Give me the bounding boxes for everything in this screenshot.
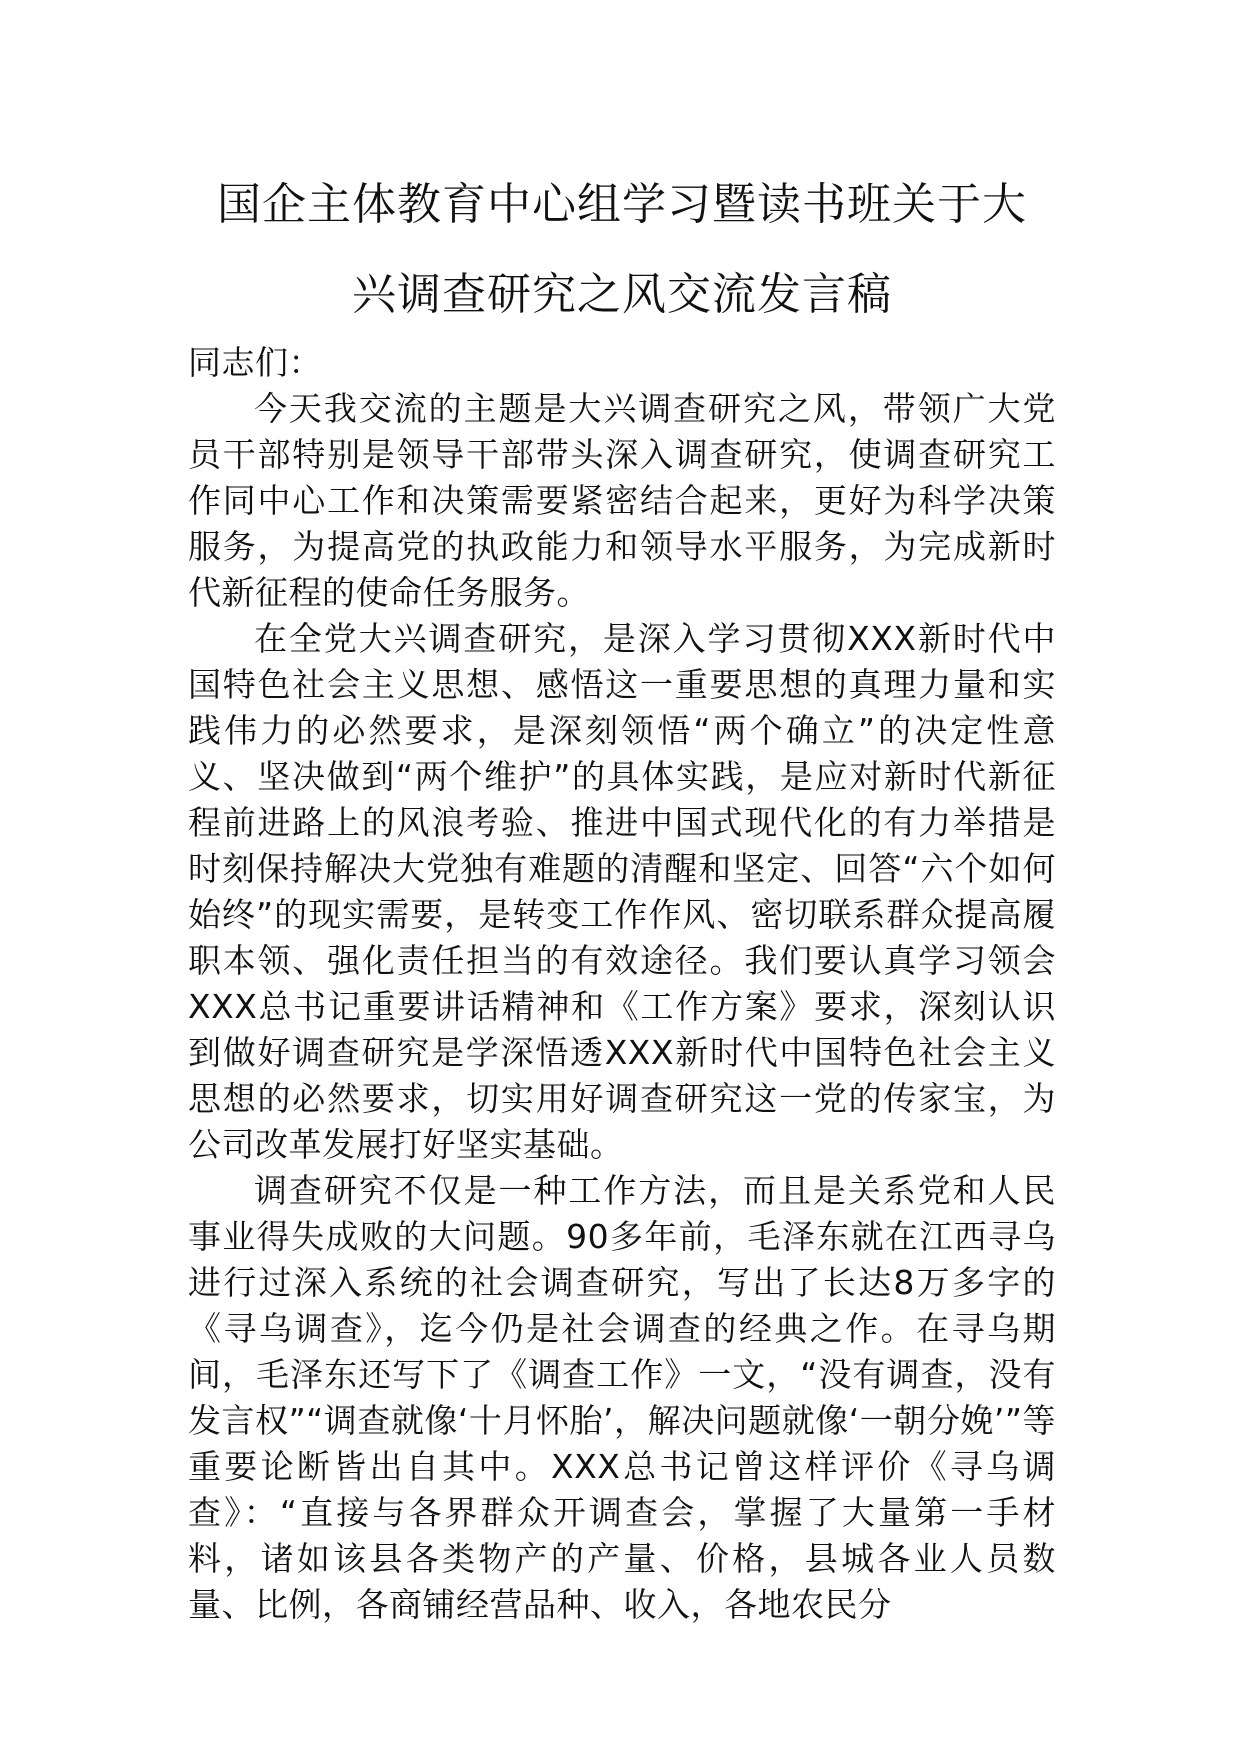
paragraph-1: 今天我交流的主题是大兴调查研究之风，带领广大党员干部特别是领导干部带头深入调查研究，使调查研究工作同中心工作和决策需要紧密结合起来，更好为科学决策服务，为提高党的执政能力和领导水平服务，为完成新时代新征程的使命任务服务。 bbox=[188, 389, 1056, 612]
title-line-1: 国企主体教育中心组学习暨读书班关于大 bbox=[217, 179, 1027, 230]
salutation: 同志们： bbox=[188, 343, 322, 382]
paragraph-3: 调查研究不仅是一种工作方法，而且是关系党和人民事业得失成败的大问题。90多年前，毛泽东就在江西寻乌进行过深入系统的社会调查研究，写出了长达8万多字的《寻乌调查》，迄今仍是社会调查的经典之作。在寻乌期间，毛泽东还写下了《调查工作》一文，“没有调查，没有发言权”“调查就像‘十月怀胎’，解决问题就像‘一朝分娩’”等重要论断皆出自其中。XXX总书记曾这样评价《寻乌调查》：“直接与各界群众开调查会，掌握了大量第一手材料，诸如该县各类物产的产量、价格，县城各业人员数量、比例，各商铺经营品种、收入，各地农民分 bbox=[188, 1171, 1056, 1624]
document-title bbox=[188, 160, 1056, 340]
paragraph-2: 在全党大兴调查研究，是深入学习贯彻XXX新时代中国特色社会主义思想、感悟这一重要思想的真理力量和实践伟力的必然要求，是深刻领悟“两个确立”的决定性意义、坚决做到“两个维护”的具体实践，是应对新时代新征程前进路上的风浪考验、推进中国式现代化的有力举措是时刻保持解决大党独有难题的清醒和坚定、回答“六个如何始终”的现实需要，是转变工作作风、密切联系群众提高履职本领、强化责任担当的有效途径。我们要认真学习领会XXX总书记重要讲话精神和《工作方案》要求，深刻认识到做好调查研究是学深悟透XXX新时代中国特色社会主义思想的必然要求，切实用好调查研究这一党的传家宝，为公司改革发展打好坚实基础。 bbox=[188, 619, 1056, 1164]
title-line-2: 兴调查研究之风交流发言稿 bbox=[352, 269, 892, 320]
document-body bbox=[188, 340, 1056, 1628]
document-page bbox=[188, 160, 1056, 1628]
